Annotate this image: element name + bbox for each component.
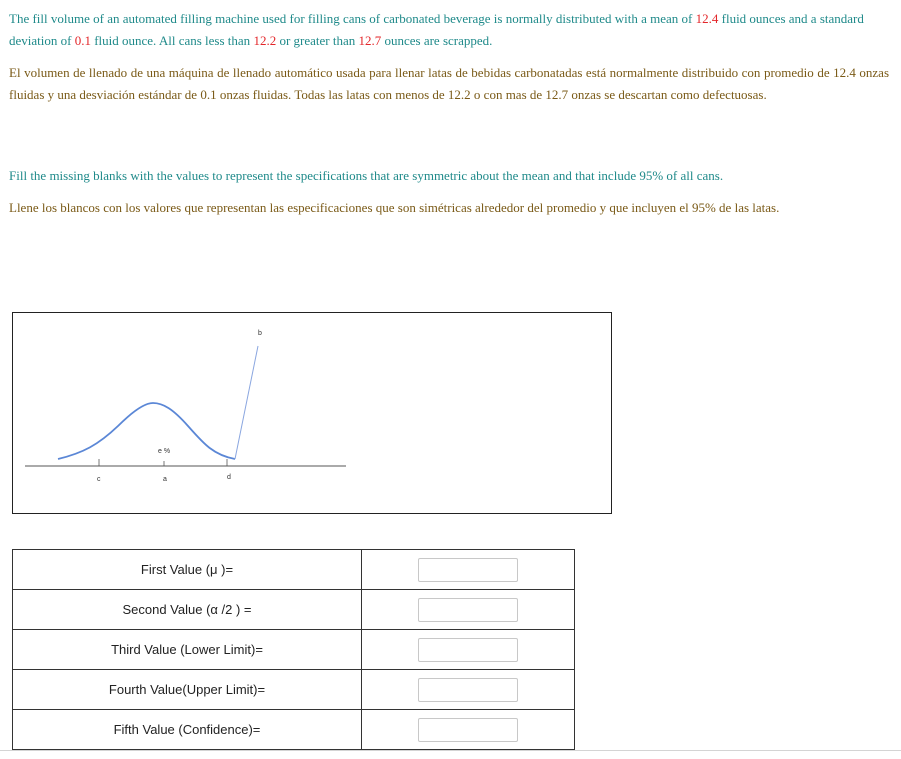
first-value-input[interactable] [418,558,518,582]
third-value-input[interactable] [418,638,518,662]
sd-value: 0.1 [74,33,91,48]
input-cell [362,550,575,590]
table-row [13,710,575,750]
third-value-label: Third Value (Lower Limit)= [13,630,362,670]
label-a: a [163,476,167,483]
problem-statement-spanish: El volumen de llenado de una máquina de llenado automático usada para llenar latas de bebidas carbonatadas está normalmente distribuido con promedio de 12.4 onzas fluidas y una desviación estándar de 0.1 onzas fluidas. Todas las latas con menos de 12.2 o con mas de 12.7 onzas se descartan como defectuosas. [9,65,889,102]
mean-value: 12.4 [695,11,719,26]
high-limit-value: 12.7 [358,33,382,48]
normal-distribution-figure [12,312,612,514]
second-value-input[interactable] [418,598,518,622]
low-limit-value: 12.2 [253,33,277,48]
pointer-line-b [235,346,258,459]
instruction-spanish: Llene los blancos con los valores que representan las especificaciones que son simétricas alrededor del promedio y que incluyen el 95% de las latas. [9,200,780,215]
problem-text: ounces are scrapped. [381,33,493,48]
table-row [13,590,575,630]
fifth-value-input[interactable] [418,718,518,742]
problem-text: fluid ounces and a standard deviation of [9,11,864,48]
input-cell [362,590,575,630]
problem-text: The fill volume of an automated filling machine used for filling cans of carbonated beverage is normally distributed with a mean of [9,11,696,26]
label-c: c [97,476,101,483]
problem-text: or greater than [276,33,359,48]
bell-curve [58,403,235,459]
second-value-label: Second Value (α /2 ) = [13,590,362,630]
input-cell [362,710,575,750]
bottom-divider [0,750,901,751]
problem-text: fluid ounce. All cans less than [90,33,254,48]
fifth-value-label: Fifth Value (Confidence)= [13,710,362,750]
answer-table [12,549,575,750]
fourth-value-input[interactable] [418,678,518,702]
first-value-label: First Value (μ )= [13,550,362,590]
table-row [13,550,575,590]
instruction-english: Fill the missing blanks with the values to represent the specifications that are symmetric about the mean and that include 95% of all cans. [9,168,724,183]
table-row [13,670,575,710]
label-e: e % [158,448,171,455]
label-d: d [227,474,231,481]
label-b: b [258,330,262,337]
input-cell [362,630,575,670]
distribution-sketch [13,313,611,513]
fourth-value-label: Fourth Value(Upper Limit)= [13,670,362,710]
table-row [13,630,575,670]
problem-statement-english [9,8,889,52]
input-cell [362,670,575,710]
